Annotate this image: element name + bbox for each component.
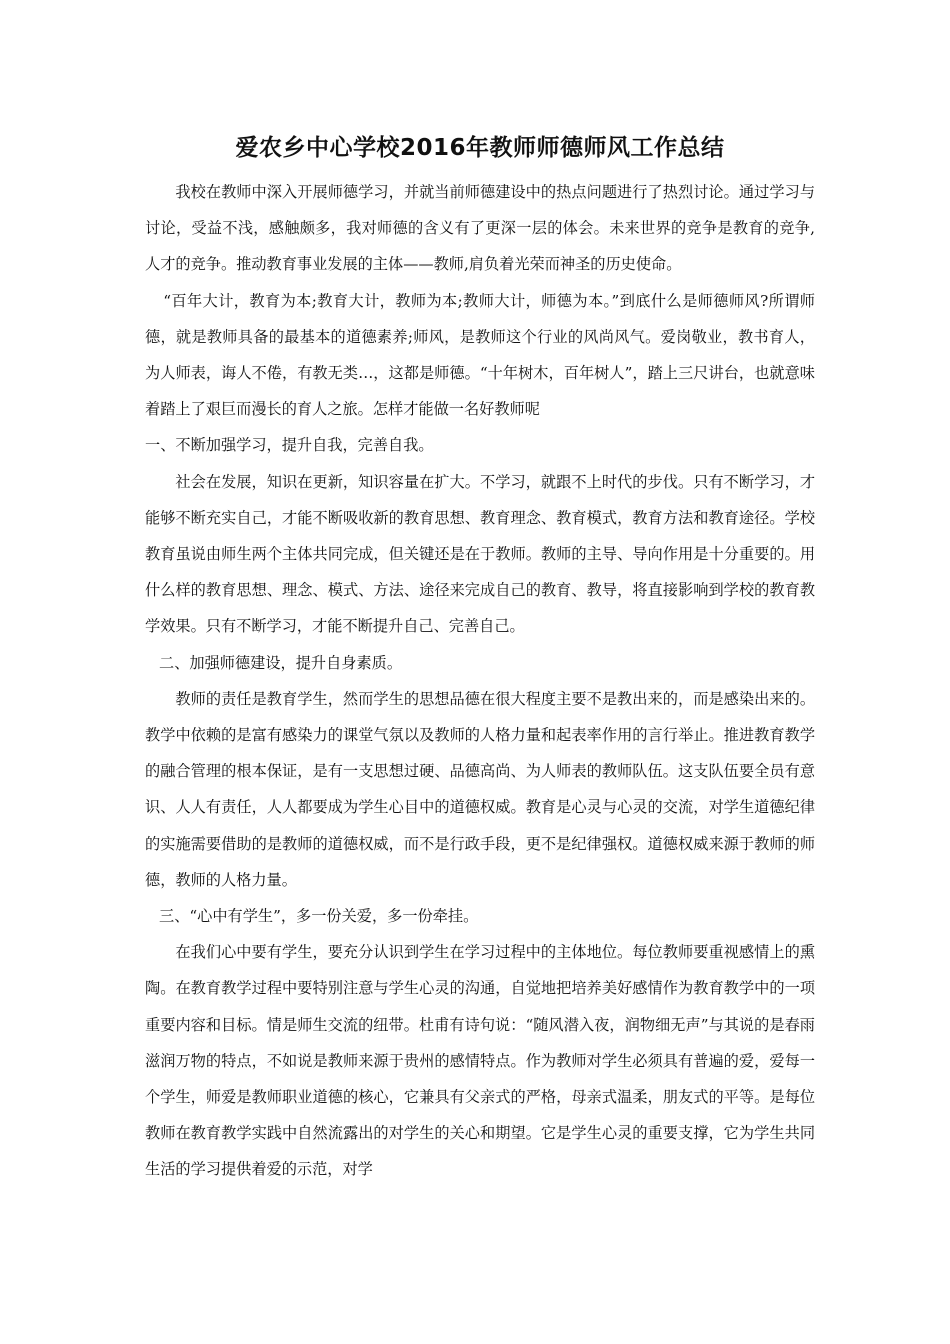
section-1-paragraph: 社会在发展，知识在更新，知识容量在扩大。不学习，就跟不上时代的步伐。只有不断学习，才能够不断充实自己，才能不断吸收新的教育思想、教育理念、教育模式，教育方法和教育途径。学校教育虽说由师生两个主体共同完成，但关键还是在于教师。教师的主导、导向作用是十分重要的。用什么样的教育思想、理念、模式、方法、途径来完成自己的教育、教导，将直接影响到学校的教育教学效果。只有不断学习，才能不断提升自己、完善自己。	[145, 472, 815, 636]
section-3-paragraph: 在我们心中要有学生，要充分认识到学生在学习过程中的主体地位。每位教师要重视感情上的熏陶。在教育教学过程中要特别注意与学生心灵的沟通，自觉地把培养美好感情作为教育教学中的一项重要内容和目标。情是师生交流的纽带。杜甫有诗句说：“随风潜入夜，润物细无声”与其说的是春雨滋润万物的特点，不如说是教师来源于贵州的感情特点。作为教师对学生必须具有普遍的爱，爱每一个学生，师爱是教师职业道德的核心，它兼具有父亲式的严格，母亲式温柔，朋友式的平等。是每位教师在教育教学实践中自然流露出的对学生的关心和期望。它是学生心灵的重要支撑，它为学生共同生活的学习提供着爱的示范，对学	[145, 943, 815, 1179]
section-2-heading: 二、加强师德建设，提升自身素质。	[159, 653, 402, 672]
document-body	[145, 128, 815, 1188]
quote-paragraph: “百年大计，教育为本;教育大计，教师为本;教师大计，师德为本。”到底什么是师德师风?所谓师德，就是教师具备的最基本的道德素养;师风，是教师这个行业的风尚风气。爱岗敬业，教书育人，为人师表，诲人不倦，有教无类…，这都是师德。“十年树木，百年树人”，踏上三尺讲台，也就意味着踏上了艰巨而漫长的育人之旅。怎样才能做一名好教师呢	[145, 291, 815, 419]
intro-paragraph: 我校在教师中深入开展师德学习，并就当前师德建设中的热点问题进行了热烈讨论。通过学习与讨论，受益不浅，感触颇多，我对师德的含义有了更深一层的体会。未来世界的竞争是教育的竞争,人才的竞争。推动教育事业发展的主体——教师,肩负着光荣而神圣的历史使命。	[145, 183, 815, 274]
document-title: 爱农乡中心学校2016年教师师德师风工作总结	[235, 135, 725, 161]
section-1-heading: 一、不断加强学习，提升自我，完善自我。	[145, 436, 434, 455]
section-2-paragraph: 教师的责任是教育学生，然而学生的思想品德在很大程度主要不是教出来的，而是感染出来的。教学中依赖的是富有感染力的课堂气氛以及教师的人格力量和起表率作用的言行举止。推进教育教学的融合管理的根本保证，是有一支思想过硬、品德高尚、为人师表的教师队伍。这支队伍要全员有意识、人人有责任，人人都要成为学生心目中的道德权威。教育是心灵与心灵的交流，对学生道德纪律的实施需要借助的是教师的道德权威，而不是行政手段，更不是纪律强权。道德权威来源于教师的师德，教师的人格力量。	[145, 689, 815, 889]
section-3-heading: 三、“心中有学生”，多一份关爱，多一份牵挂。	[159, 907, 479, 926]
